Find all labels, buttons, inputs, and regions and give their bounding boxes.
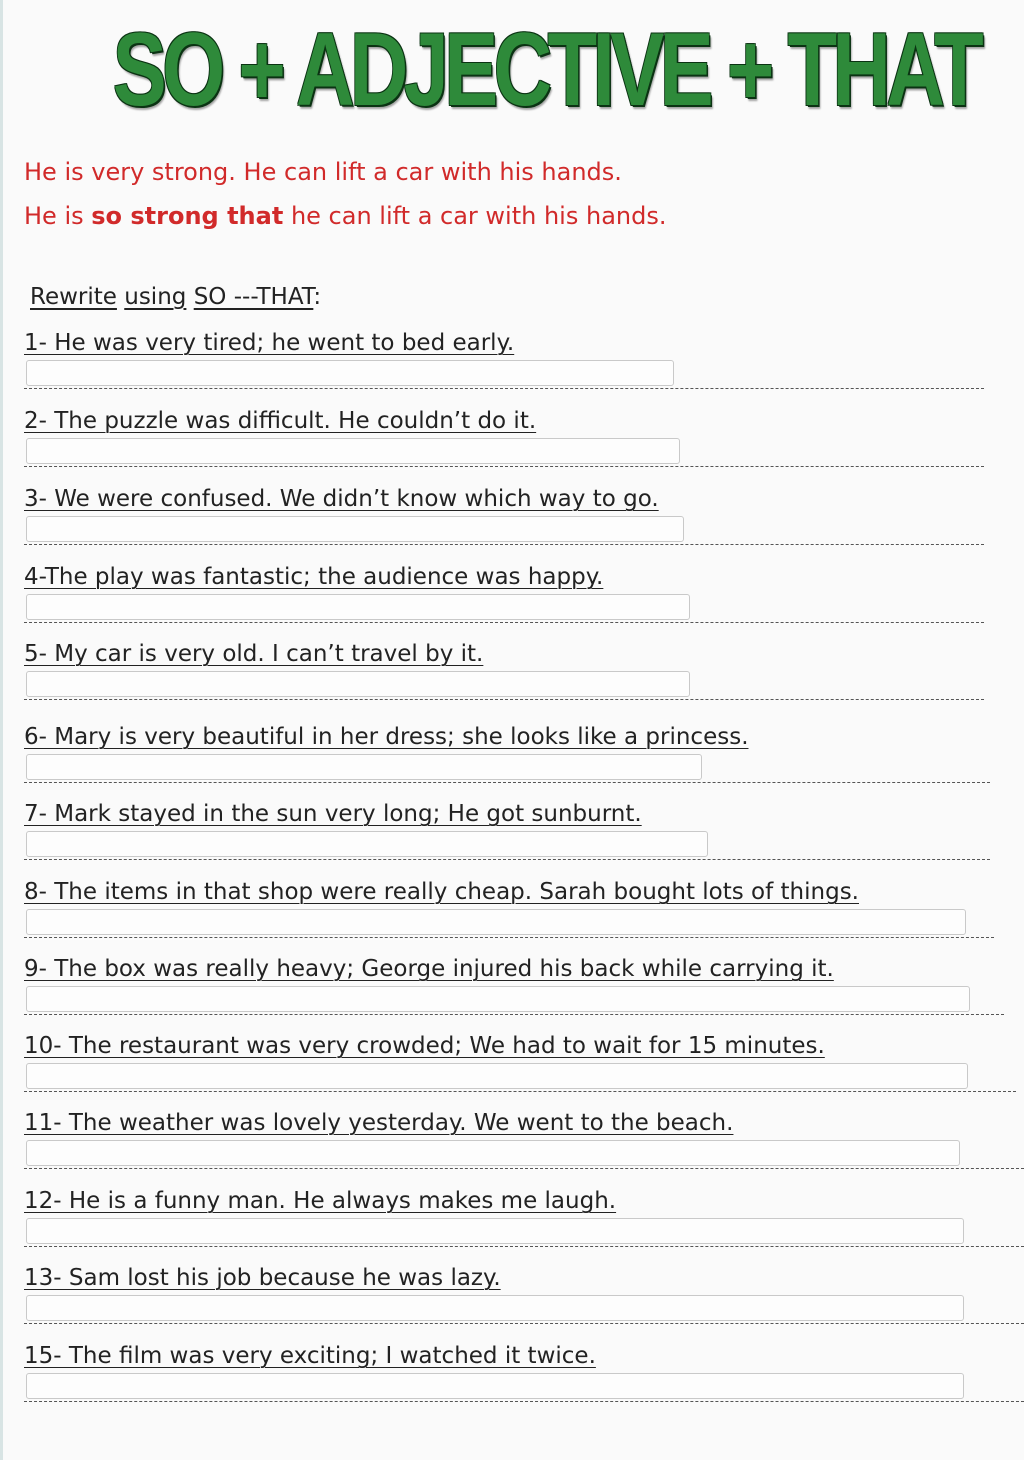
exercise-item [0, 801, 1024, 871]
answer-input[interactable] [26, 594, 690, 620]
answer-line [24, 388, 984, 389]
exercise-prompt: 10- The restaurant was very crowded; We had to wait for 15 minutes. [24, 1033, 825, 1059]
example-key-phrase: so strong that [91, 202, 284, 230]
answer-input[interactable] [26, 1140, 960, 1166]
answer-line [24, 1014, 1004, 1015]
answer-input[interactable] [26, 671, 690, 697]
answer-line [24, 782, 990, 783]
answer-input[interactable] [26, 986, 970, 1012]
example-sentence-original: He is very strong. He can lift a car with his hands. [24, 158, 622, 186]
exercise-item [0, 641, 1024, 711]
answer-input[interactable] [26, 1295, 964, 1321]
exercise-prompt: 12- He is a funny man. He always makes me laugh. [24, 1188, 617, 1214]
exercise-item [0, 330, 1024, 400]
answer-line [24, 1246, 1024, 1247]
instruction-space-2 [186, 284, 193, 310]
answer-line [24, 859, 990, 860]
exercise-prompt: 11- The weather was lovely yesterday. We went to the beach. [24, 1110, 734, 1136]
exercise-item [0, 1033, 1024, 1103]
answer-line [24, 622, 984, 623]
answer-line [24, 1168, 1024, 1169]
instruction-colon: : [313, 284, 322, 310]
exercise-item [0, 1343, 1024, 1413]
instruction-structure: SO ---THAT [193, 284, 314, 310]
instruction-word-rewrite: Rewrite [30, 284, 117, 310]
exercise-prompt: 3- We were confused. We didn’t know which way to go. [24, 486, 659, 512]
answer-input[interactable] [26, 754, 702, 780]
exercise-prompt: 9- The box was really heavy; George injured his back while carrying it. [24, 956, 834, 982]
answer-line [24, 1091, 1016, 1092]
instruction-heading [30, 284, 321, 310]
answer-line [24, 466, 984, 467]
exercise-item [0, 956, 1024, 1026]
exercise-item [0, 879, 1024, 949]
exercise-prompt: 2- The puzzle was difficult. He couldn’t do it. [24, 408, 537, 434]
exercise-item [0, 408, 1024, 478]
exercise-item [0, 1110, 1024, 1180]
answer-input[interactable] [26, 438, 680, 464]
exercise-prompt: 8- The items in that shop were really cheap. Sarah bought lots of things. [24, 879, 859, 905]
exercise-item [0, 1188, 1024, 1258]
answer-line [24, 699, 984, 700]
instruction-word-using: using [124, 284, 187, 310]
answer-input[interactable] [26, 516, 684, 542]
answer-input[interactable] [26, 1063, 968, 1089]
exercise-prompt: 6- Mary is very beautiful in her dress; she looks like a princess. [24, 724, 749, 750]
answer-line [24, 544, 984, 545]
example-text-start: He is [24, 202, 92, 230]
example-sentence-rewritten [24, 202, 666, 230]
exercise-item [0, 564, 1024, 634]
answer-input[interactable] [26, 1373, 964, 1399]
exercise-item [0, 1265, 1024, 1335]
answer-line [24, 937, 994, 938]
exercise-prompt: 13- Sam lost his job because he was lazy. [24, 1265, 501, 1291]
answer-input[interactable] [26, 1218, 964, 1244]
exercise-prompt: 15- The film was very exciting; I watched it twice. [24, 1343, 596, 1369]
answer-input[interactable] [26, 360, 674, 386]
exercise-item [0, 724, 1024, 794]
exercise-prompt: 7- Mark stayed in the sun very long; He got sunburnt. [24, 801, 642, 827]
answer-input[interactable] [26, 831, 708, 857]
answer-input[interactable] [26, 909, 966, 935]
exercise-prompt: 4-The play was fantastic; the audience was happy. [24, 564, 604, 590]
page-title: SO + ADJECTIVE + THAT [112, 12, 979, 128]
example-text-end: he can lift a car with his hands. [283, 202, 667, 230]
answer-line [24, 1323, 1024, 1324]
exercise-item [0, 486, 1024, 556]
exercise-prompt: 1- He was very tired; he went to bed early. [24, 330, 515, 356]
exercise-prompt: 5- My car is very old. I can’t travel by it. [24, 641, 484, 667]
answer-line [24, 1401, 1024, 1402]
